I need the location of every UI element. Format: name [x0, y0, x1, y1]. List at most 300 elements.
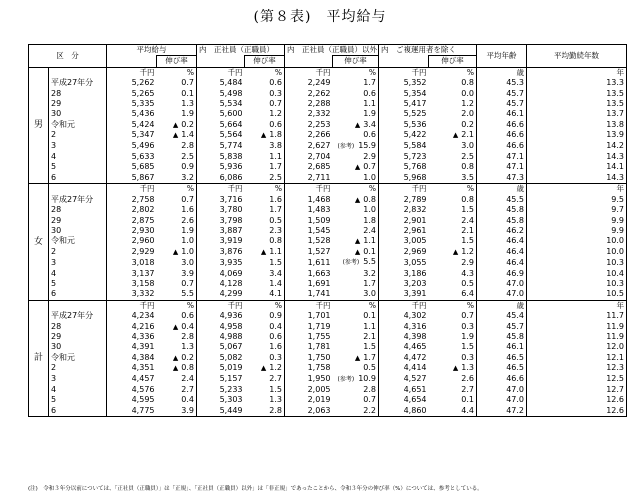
growth-header-b: 伸び率	[245, 56, 285, 67]
avg-age-value: 46.9	[477, 269, 527, 279]
avg-age-value: 46.4	[477, 257, 527, 268]
non-regular-growth: 1.0	[333, 173, 379, 184]
regular-value: 5,082	[197, 353, 245, 363]
avg-age-value: 46.5	[477, 363, 527, 373]
avg-pay-growth: 1.3	[181, 99, 194, 109]
excl-daily-value: 3,186	[379, 269, 429, 279]
avg-pay-growth: 1.0	[181, 236, 194, 246]
avg-pay-value: 4,216	[107, 322, 157, 332]
non-regular-value: 1,545	[285, 226, 333, 236]
excl-daily-value: 2,969	[379, 247, 429, 257]
unit-pct: %	[333, 67, 379, 78]
avg-years-value: 12.7	[527, 385, 627, 395]
avg-years-value: 12.0	[527, 342, 627, 352]
year-unit-cell	[49, 67, 107, 78]
non-regular-value: 2,253	[285, 120, 333, 130]
avg-pay-value: 5,265	[107, 89, 157, 99]
unit-sen-yen: 千円	[197, 184, 245, 195]
regular-value: 3,876	[197, 247, 245, 257]
year-label: 2	[49, 247, 107, 257]
avg-pay-growth: ▲ 1.0	[172, 246, 194, 256]
avg-age-value: 45.4	[477, 311, 527, 321]
avg-years-value: 10.4	[527, 269, 627, 279]
unit-pct: %	[245, 184, 285, 195]
negative-triangle-icon: ▲	[172, 322, 179, 331]
table-row	[29, 89, 627, 99]
regular-growth: 0.4	[269, 321, 282, 331]
table-row	[29, 395, 627, 405]
regular-value: 4,988	[197, 332, 245, 342]
avg-pay-value: 5,436	[107, 109, 157, 119]
unit-sen-yen: 千円	[285, 184, 333, 195]
excl-daily-growth: ▲ 2.1	[452, 130, 474, 140]
avg-pay-value: 4,351	[107, 363, 157, 373]
avg-age-value: 45.5	[477, 195, 527, 205]
year-label: 3	[49, 257, 107, 268]
regular-growth: ▲ 1.2	[260, 363, 282, 373]
excl-daily-value: 5,968	[379, 173, 429, 184]
avg-age-value: 47.0	[477, 289, 527, 300]
avg-pay-value: 5,685	[107, 162, 157, 172]
avg-years-value: 13.5	[527, 99, 627, 109]
excl-daily-header: 内 ご複運用者を除く	[379, 45, 477, 56]
excl-daily-value: 3,391	[379, 289, 429, 300]
excl-daily-value: 4,414	[379, 363, 429, 373]
avg-age-value: 45.7	[477, 322, 527, 332]
avg-pay-value: 4,595	[107, 395, 157, 405]
excl-daily-value: 5,417	[379, 99, 429, 109]
non-regular-value: 2,685	[285, 162, 333, 172]
non-regular-value: 1,663	[285, 269, 333, 279]
unit-row	[29, 67, 627, 78]
unit-sen-yen: 千円	[107, 67, 157, 78]
year-label: 令和元	[49, 353, 107, 363]
table-row	[29, 289, 627, 300]
non-regular-growth: ▲ 3.4	[354, 119, 376, 129]
avg-pay-growth: ▲ 0.2	[172, 352, 194, 362]
avg-pay-value: 3,332	[107, 289, 157, 300]
sex-label: 男	[29, 67, 49, 183]
unit-row	[29, 184, 627, 195]
regular-growth: 0.6	[269, 78, 282, 88]
kubun-header: 区 分	[29, 45, 107, 68]
regular-value: 4,128	[197, 279, 245, 289]
year-label: 2	[49, 130, 107, 140]
regular-growth: 0.3	[269, 352, 282, 362]
excl-daily-growth: 0.3	[461, 352, 474, 362]
year-label: 4	[49, 152, 107, 162]
year-label: 5	[49, 279, 107, 289]
regular-value: 5,534	[197, 99, 245, 109]
unit-pct: %	[429, 184, 477, 195]
avg-pay-value: 2,929	[107, 247, 157, 257]
avg-years-value: 12.1	[527, 353, 627, 363]
avg-years-value: 9.7	[527, 205, 627, 215]
unit-pct: %	[245, 300, 285, 311]
avg-years-value: 9.5	[527, 195, 627, 205]
excl-daily-growth: 4.4	[429, 406, 477, 417]
avg-pay-growth: 1.3	[181, 342, 194, 352]
non-regular-value: 2,262	[285, 89, 333, 99]
avg-pay-value: 2,930	[107, 226, 157, 236]
growth-header-d: 伸び率	[429, 56, 477, 67]
table-row	[29, 205, 627, 215]
non-regular-growth: 0.7	[363, 395, 376, 405]
non-regular-growth: 2.1	[363, 331, 376, 341]
regular-value: 5,449	[197, 406, 245, 417]
avg-pay-growth: ▲ 0.2	[172, 119, 194, 129]
avg-pay-growth: 0.1	[181, 88, 194, 98]
non-regular-growth: 1.5	[363, 342, 376, 352]
non-regular-value: 1,468	[285, 195, 333, 205]
table-row	[29, 406, 627, 417]
avg-pay-growth: 0.4	[181, 395, 194, 405]
year-label: 6	[49, 173, 107, 184]
salary-table	[28, 44, 627, 417]
unit-pct: %	[429, 67, 477, 78]
unit-pct: %	[333, 300, 379, 311]
excl-daily-growth: 2.7	[461, 385, 474, 394]
non-regular-growth: ▲ 1.7	[354, 352, 376, 362]
avg-pay-growth: ▲ 0.4	[172, 321, 194, 331]
excl-daily-growth: 1.2	[461, 99, 474, 109]
excl-daily-value: 4,398	[379, 332, 429, 342]
unit-pct: %	[157, 184, 197, 195]
avg-pay-growth: 3.0	[181, 257, 194, 267]
non-regular-value: 2,019	[285, 395, 333, 405]
table-row	[29, 353, 627, 363]
year-label: 28	[49, 322, 107, 332]
excl-daily-value: 5,768	[379, 162, 429, 172]
year-label: 平成27年分	[49, 78, 107, 88]
year-label: 平成27年分	[49, 311, 107, 321]
non-regular-value: 2,288	[285, 99, 333, 109]
excl-daily-growth: 3.0	[461, 141, 474, 151]
year-label: 3	[49, 141, 107, 152]
regular-growth: 0.6	[269, 331, 282, 341]
avg-pay-value: 5,424	[107, 120, 157, 130]
excl-daily-value: 4,654	[379, 395, 429, 405]
avg-pay-value: 3,018	[107, 257, 157, 268]
non-regular-growth: 3.2	[363, 268, 376, 278]
avg-pay-growth: 0.7	[181, 194, 194, 204]
negative-triangle-icon: ▲	[354, 120, 361, 129]
excl-daily-growth: 1.5	[461, 205, 474, 215]
avg-years-value: 9.9	[527, 216, 627, 226]
unit-sen-yen: 千円	[285, 300, 333, 311]
year-label: 平成27年分	[49, 195, 107, 205]
regular-value: 3,798	[197, 216, 245, 226]
excl-daily-value: 4,472	[379, 353, 429, 363]
negative-triangle-icon: ▲	[354, 195, 361, 204]
avg-pay-growth: 5.5	[157, 289, 197, 300]
unit-age: 歳	[477, 67, 527, 78]
spacer	[197, 56, 245, 67]
table-row	[29, 269, 627, 279]
avg-pay-value: 2,802	[107, 205, 157, 215]
regular-value: 6,086	[197, 173, 245, 184]
negative-triangle-icon: ▲	[172, 247, 179, 256]
avg-age-value: 47.3	[477, 173, 527, 184]
avg-years-value: 9.9	[527, 226, 627, 236]
year-label: 29	[49, 332, 107, 342]
year-label: 6	[49, 406, 107, 417]
spacer	[107, 56, 157, 67]
non-regular-value: 2,005	[285, 385, 333, 395]
negative-triangle-icon: ▲	[354, 163, 361, 172]
year-label: 28	[49, 205, 107, 215]
avg-years-value: 13.5	[527, 89, 627, 99]
unit-sen-yen: 千円	[197, 67, 245, 78]
avg-pay-value: 5,633	[107, 152, 157, 162]
unit-row	[29, 300, 627, 311]
regular-growth: 2.7	[269, 374, 282, 384]
regular-value: 3,919	[197, 236, 245, 246]
avg-pay-value: 2,875	[107, 216, 157, 226]
non-regular-growth: 3.0	[333, 289, 379, 300]
avg-years-value: 12.6	[527, 395, 627, 405]
excl-daily-growth: 4.3	[461, 268, 474, 278]
excl-daily-value: 2,961	[379, 226, 429, 236]
avg-years-value: 10.0	[527, 236, 627, 246]
non-regular-value: 2,332	[285, 109, 333, 119]
table-row	[29, 162, 627, 172]
regular-growth: 0.7	[269, 99, 282, 109]
avg-age-value: 45.8	[477, 205, 527, 215]
non-regular-value: 1,527	[285, 247, 333, 257]
table-row	[29, 247, 627, 257]
avg-age-value: 45.8	[477, 216, 527, 226]
non-regular-value: 1,509	[285, 216, 333, 226]
avg-pay-header: 平均給与	[107, 45, 197, 56]
regular-value: 5,484	[197, 78, 245, 88]
avg-years-value: 11.7	[527, 311, 627, 321]
avg-pay-value: 4,457	[107, 374, 157, 385]
regular-growth: 3.4	[269, 268, 282, 278]
avg-pay-value: 5,496	[107, 141, 157, 152]
avg-years-value: 13.3	[527, 78, 627, 88]
avg-years-value: 14.1	[527, 162, 627, 172]
table-row	[29, 332, 627, 342]
sankou-mark: (参考)	[337, 375, 355, 383]
year-label: 3	[49, 374, 107, 385]
year-label: 5	[49, 162, 107, 172]
spacer	[285, 56, 333, 67]
non-regular-value: 2,711	[285, 173, 333, 184]
regular-value: 5,067	[197, 342, 245, 352]
avg-age-value: 46.6	[477, 120, 527, 130]
non-regular-growth: ▲ 0.7	[354, 162, 376, 172]
non-regular-value: 2,704	[285, 152, 333, 162]
non-regular-growth: 0.5	[363, 363, 376, 373]
non-regular-growth: 1.0	[363, 205, 376, 215]
regular-value: 3,716	[197, 195, 245, 205]
unit-age: 歳	[477, 184, 527, 195]
non-regular-value: 1,750	[285, 353, 333, 363]
negative-triangle-icon: ▲	[260, 131, 267, 140]
table-row	[29, 363, 627, 373]
avg-pay-growth: 2.4	[181, 374, 194, 384]
excl-daily-value: 5,584	[379, 141, 429, 152]
table-row	[29, 279, 627, 289]
non-regular-value: 1,483	[285, 205, 333, 215]
excl-daily-value: 4,316	[379, 322, 429, 332]
excl-daily-growth: 1.9	[461, 331, 474, 341]
excl-daily-growth: ▲ 1.3	[452, 363, 474, 373]
negative-triangle-icon: ▲	[354, 237, 361, 246]
negative-triangle-icon: ▲	[354, 353, 361, 362]
regular-growth: 1.6	[269, 342, 282, 352]
non-regular-value: 2,266	[285, 130, 333, 140]
excl-daily-growth: 0.1	[461, 395, 474, 405]
unit-sen-yen: 千円	[197, 300, 245, 311]
regular-value: 5,600	[197, 109, 245, 119]
avg-age-value: 46.1	[477, 109, 527, 119]
excl-daily-value: 3,005	[379, 236, 429, 246]
regular-value: 4,069	[197, 269, 245, 279]
avg-age-value: 47.0	[477, 279, 527, 289]
regular-header: 内 正社員（正職員）	[197, 45, 285, 56]
regular-growth: 0.9	[269, 311, 282, 321]
avg-age-value: 46.4	[477, 236, 527, 246]
excl-daily-value: 2,901	[379, 216, 429, 226]
table-row	[29, 141, 627, 152]
avg-pay-value: 2,960	[107, 236, 157, 246]
year-label: 29	[49, 216, 107, 226]
excl-daily-growth: 2.6	[461, 374, 474, 384]
regular-growth: 2.5	[245, 173, 285, 184]
avg-age-value: 45.7	[477, 99, 527, 109]
non-regular-header: 内 正社員（正職員）以外	[285, 45, 379, 56]
excl-daily-growth: 0.2	[461, 119, 474, 129]
avg-age-value: 45.7	[477, 89, 527, 99]
non-regular-growth: 2.4	[363, 225, 376, 235]
excl-daily-value: 2,789	[379, 195, 429, 205]
non-regular-growth: 1.9	[363, 109, 376, 119]
avg-years-value: 13.9	[527, 130, 627, 140]
excl-daily-growth: 1.5	[461, 342, 474, 352]
avg-age-value: 46.6	[477, 130, 527, 140]
year-label: 30	[49, 226, 107, 236]
non-regular-growth: ▲ 1.1	[354, 236, 376, 246]
avg-years-value: 14.3	[527, 173, 627, 184]
excl-daily-value: 4,860	[379, 406, 429, 417]
regular-growth: 1.2	[269, 109, 282, 119]
avg-pay-growth: ▲ 1.4	[172, 130, 194, 140]
avg-pay-value: 4,391	[107, 342, 157, 352]
year-label: 30	[49, 109, 107, 119]
regular-growth: 3.8	[269, 141, 282, 151]
regular-value: 5,838	[197, 152, 245, 162]
unit-year: 年	[527, 184, 627, 195]
negative-triangle-icon: ▲	[452, 364, 459, 373]
non-regular-growth: ▲ 0.8	[354, 194, 376, 204]
non-regular-growth: 1.8	[363, 215, 376, 225]
table-row	[29, 342, 627, 352]
excl-daily-value: 2,832	[379, 205, 429, 215]
negative-triangle-icon: ▲	[452, 247, 459, 256]
unit-sen-yen: 千円	[379, 67, 429, 78]
non-regular-value: 1,719	[285, 322, 333, 332]
negative-triangle-icon: ▲	[354, 247, 361, 256]
avg-age-value: 47.2	[477, 406, 527, 417]
table-row	[29, 322, 627, 332]
excl-daily-growth: 2.0	[461, 109, 474, 119]
non-regular-value: 1,758	[285, 363, 333, 373]
avg-pay-growth: 0.9	[181, 162, 194, 172]
avg-pay-growth: 0.7	[181, 278, 194, 288]
table-row	[29, 374, 627, 385]
avg-age-value: 47.0	[477, 385, 527, 395]
avg-age-value: 46.2	[477, 226, 527, 236]
non-regular-value: 2,249	[285, 78, 333, 88]
excl-daily-value: 5,422	[379, 130, 429, 140]
avg-years-value: 10.0	[527, 247, 627, 257]
table-row	[29, 78, 627, 88]
spacer	[379, 56, 429, 67]
non-regular-value: 1,755	[285, 332, 333, 342]
avg-pay-value: 4,234	[107, 311, 157, 321]
avg-years-value: 13.7	[527, 109, 627, 119]
avg-years-value: 12.5	[527, 374, 627, 385]
excl-daily-value: 3,055	[379, 257, 429, 268]
year-label: 6	[49, 289, 107, 300]
negative-triangle-icon: ▲	[172, 120, 179, 129]
avg-pay-growth: 2.6	[181, 215, 194, 225]
avg-age-value: 47.1	[477, 152, 527, 162]
non-regular-growth: (参考) 5.5	[342, 257, 376, 267]
avg-age-header: 平均年齢	[477, 45, 527, 68]
regular-growth: 2.8	[245, 406, 285, 417]
avg-pay-growth: 1.9	[181, 225, 194, 235]
regular-value: 5,019	[197, 363, 245, 373]
sankou-mark: (参考)	[337, 142, 355, 150]
unit-pct: %	[429, 300, 477, 311]
avg-age-value: 46.4	[477, 247, 527, 257]
excl-daily-value: 5,525	[379, 109, 429, 119]
year-label: 令和元	[49, 120, 107, 130]
regular-growth: 2.3	[269, 225, 282, 235]
regular-value: 5,774	[197, 141, 245, 152]
regular-growth: 1.3	[269, 395, 282, 405]
regular-value: 4,958	[197, 322, 245, 332]
excl-daily-value: 4,302	[379, 311, 429, 321]
excl-daily-growth: 0.8	[461, 162, 474, 172]
year-label: 30	[49, 342, 107, 352]
year-label: 29	[49, 99, 107, 109]
avg-years-value: 13.8	[527, 120, 627, 130]
non-regular-value: 1,611	[285, 257, 333, 268]
avg-pay-growth: 0.7	[181, 78, 194, 88]
regular-value: 4,299	[197, 289, 245, 300]
non-regular-value: 1,781	[285, 342, 333, 352]
regular-value: 5,664	[197, 120, 245, 130]
unit-pct: %	[245, 67, 285, 78]
avg-age-value: 46.1	[477, 342, 527, 352]
table-row	[29, 152, 627, 162]
non-regular-growth: 1.7	[363, 78, 376, 88]
non-regular-growth: 1.1	[363, 321, 376, 331]
unit-sen-yen: 千円	[379, 300, 429, 311]
sankou-mark: (参考)	[342, 259, 360, 267]
excl-daily-growth: 6.4	[429, 289, 477, 300]
avg-pay-growth: 0.6	[181, 311, 194, 321]
avg-age-value: 46.5	[477, 353, 527, 363]
excl-daily-growth: 0.5	[461, 278, 474, 288]
excl-daily-value: 5,354	[379, 89, 429, 99]
non-regular-value: 2,063	[285, 406, 333, 417]
table-row	[29, 311, 627, 321]
